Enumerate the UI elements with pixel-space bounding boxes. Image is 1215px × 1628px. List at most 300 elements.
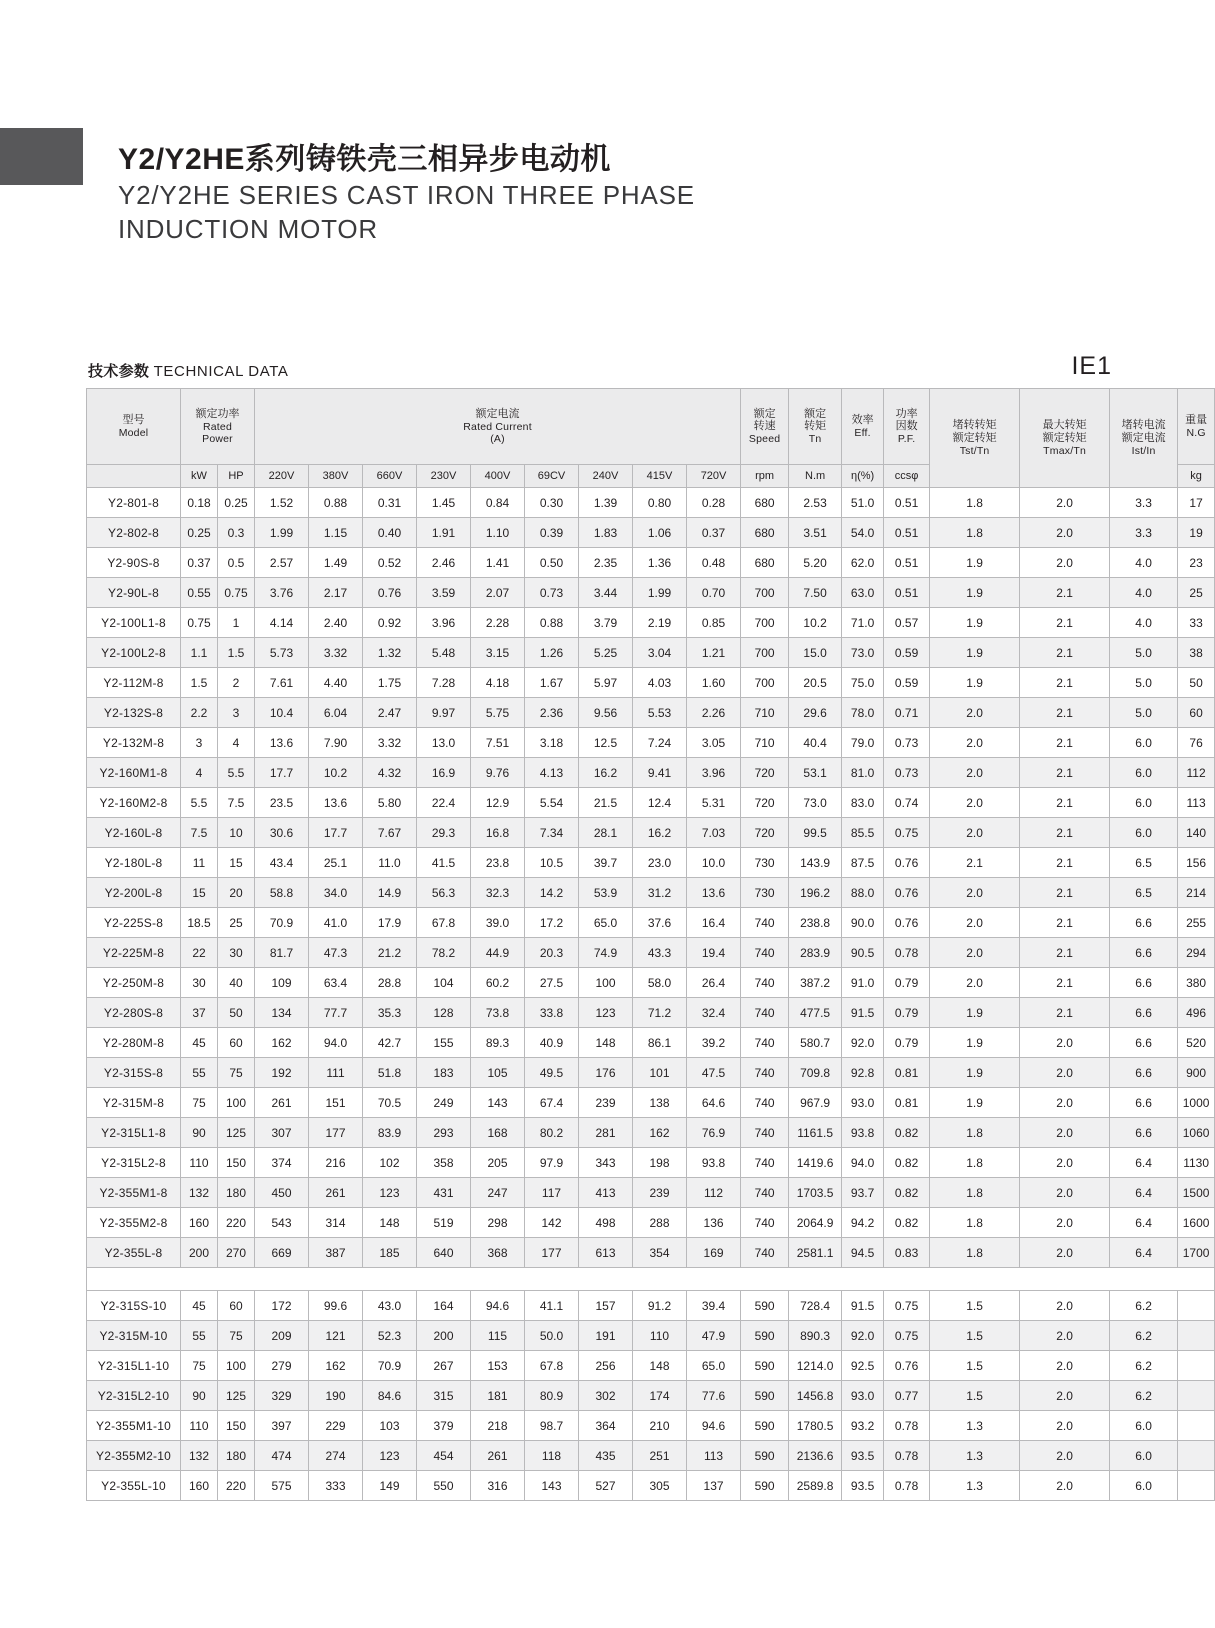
- table-cell: 680: [741, 548, 789, 578]
- table-cell: 4.13: [525, 758, 579, 788]
- table-cell: 267: [417, 1351, 471, 1381]
- cell-model: Y2-160M1-8: [87, 758, 181, 788]
- table-cell: 1.60: [687, 668, 741, 698]
- cell-model: Y2-280S-8: [87, 998, 181, 1028]
- table-cell: 9.97: [417, 698, 471, 728]
- table-cell: 67.8: [525, 1351, 579, 1381]
- table-cell: 43.0: [363, 1291, 417, 1321]
- table-cell: [1178, 1291, 1215, 1321]
- table-cell: 590: [741, 1291, 789, 1321]
- table-cell: 41.5: [417, 848, 471, 878]
- table-cell: 239: [633, 1178, 687, 1208]
- table-cell: 314: [309, 1208, 363, 1238]
- table-cell: 1.75: [363, 668, 417, 698]
- table-cell: 2.1: [1020, 908, 1110, 938]
- table-cell: 39.7: [579, 848, 633, 878]
- table-cell: 3.51: [789, 518, 842, 548]
- table-cell: 40: [218, 968, 255, 998]
- table-row: [87, 938, 1215, 968]
- table-cell: 2.0: [1020, 1321, 1110, 1351]
- table-cell: 2.0: [1020, 1441, 1110, 1471]
- table-cell: 3.04: [633, 638, 687, 668]
- table-cell: 0.55: [181, 578, 218, 608]
- cell-model: Y2-355L-10: [87, 1471, 181, 1501]
- table-cell: 70.5: [363, 1088, 417, 1118]
- table-cell: 3.32: [309, 638, 363, 668]
- table-cell: 32.3: [471, 878, 525, 908]
- table-cell: 93.5: [842, 1441, 884, 1471]
- table-cell: 0.80: [633, 488, 687, 518]
- table-cell: 0.73: [884, 728, 930, 758]
- table-cell: 2.1: [1020, 968, 1110, 998]
- table-cell: 1.9: [930, 1088, 1020, 1118]
- table-cell: 143: [525, 1471, 579, 1501]
- table-cell: 496: [1178, 998, 1215, 1028]
- table-cell: 0.82: [884, 1148, 930, 1178]
- table-cell: 92.8: [842, 1058, 884, 1088]
- cell-model: Y2-355M2-10: [87, 1441, 181, 1471]
- table-cell: 50: [218, 998, 255, 1028]
- table-cell: 590: [741, 1381, 789, 1411]
- table-row: [87, 1381, 1215, 1411]
- table-cell: 132: [181, 1441, 218, 1471]
- table-head: [87, 389, 1215, 488]
- table-cell: 2.0: [930, 878, 1020, 908]
- table-cell: 4.14: [255, 608, 309, 638]
- table-cell: 5.31: [687, 788, 741, 818]
- table-cell: 6.6: [1110, 1088, 1178, 1118]
- table-cell: 17.9: [363, 908, 417, 938]
- table-cell: 118: [525, 1441, 579, 1471]
- table-cell: 16.2: [579, 758, 633, 788]
- table-cell: 720: [741, 788, 789, 818]
- table-cell: 75: [218, 1058, 255, 1088]
- table-cell: 0.77: [884, 1381, 930, 1411]
- table-cell: 6.6: [1110, 998, 1178, 1028]
- table-cell: 50.0: [525, 1321, 579, 1351]
- table-cell: 19: [1178, 518, 1215, 548]
- table-cell: 2.1: [1020, 758, 1110, 788]
- table-cell: 176: [579, 1058, 633, 1088]
- table-cell: 6.0: [1110, 1441, 1178, 1471]
- table-cell: 0.75: [884, 1291, 930, 1321]
- table-cell: 2.0: [930, 818, 1020, 848]
- table-cell: 1.9: [930, 1028, 1020, 1058]
- table-cell: 364: [579, 1411, 633, 1441]
- table-row: [87, 698, 1215, 728]
- table-cell: 6.0: [1110, 1411, 1178, 1441]
- table-cell: 90: [181, 1118, 218, 1148]
- table-cell: 5.53: [633, 698, 687, 728]
- unit-cell: 230V: [417, 465, 471, 488]
- table-cell: 740: [741, 1058, 789, 1088]
- table-cell: 6.0: [1110, 758, 1178, 788]
- table-cell: 2.47: [363, 698, 417, 728]
- table-cell: 65.0: [579, 908, 633, 938]
- table-cell: 183: [417, 1058, 471, 1088]
- table-cell: 2.0: [1020, 1148, 1110, 1178]
- table-cell: 4.18: [471, 668, 525, 698]
- table-cell: 0.51: [884, 578, 930, 608]
- table-cell: 316: [471, 1471, 525, 1501]
- table-cell: 67.8: [417, 908, 471, 938]
- table-cell: 15: [181, 878, 218, 908]
- table-cell: 5.80: [363, 788, 417, 818]
- table-cell: 2.17: [309, 578, 363, 608]
- table-cell: 261: [309, 1178, 363, 1208]
- table-cell: 1.8: [930, 488, 1020, 518]
- table-cell: 63.0: [842, 578, 884, 608]
- table-cell: 160: [181, 1208, 218, 1238]
- table-cell: 70.9: [255, 908, 309, 938]
- table-cell: 10.4: [255, 698, 309, 728]
- table-cell: 7.24: [633, 728, 687, 758]
- table-cell: 2.0: [1020, 548, 1110, 578]
- table-cell: 6.6: [1110, 968, 1178, 998]
- table-cell: 94.2: [842, 1208, 884, 1238]
- header-row-primary: [87, 389, 1215, 435]
- table-cell: 2.1: [1020, 788, 1110, 818]
- table-cell: 3.96: [687, 758, 741, 788]
- table-cell: 358: [417, 1148, 471, 1178]
- cell-model: Y2-112M-8: [87, 668, 181, 698]
- table-cell: 53.1: [789, 758, 842, 788]
- table-cell: 0.74: [884, 788, 930, 818]
- table-cell: 111: [309, 1058, 363, 1088]
- table-cell: 2.0: [930, 968, 1020, 998]
- table-cell: 9.76: [471, 758, 525, 788]
- table-cell: 575: [255, 1471, 309, 1501]
- table-cell: 229: [309, 1411, 363, 1441]
- table-cell: 198: [633, 1148, 687, 1178]
- table-cell: 2.19: [633, 608, 687, 638]
- table-cell: 274: [309, 1441, 363, 1471]
- table-cell: 123: [363, 1178, 417, 1208]
- table-cell: 0.82: [884, 1118, 930, 1148]
- table-cell: 1.99: [255, 518, 309, 548]
- table-cell: 7.90: [309, 728, 363, 758]
- table-cell: 1.83: [579, 518, 633, 548]
- table-cell: 6.2: [1110, 1321, 1178, 1351]
- table-cell: 169: [687, 1238, 741, 1268]
- cell-model: Y2-315M-8: [87, 1088, 181, 1118]
- table-cell: 30: [218, 938, 255, 968]
- table-cell: 99.6: [309, 1291, 363, 1321]
- table-cell: 0.25: [181, 518, 218, 548]
- table-cell: 9.41: [633, 758, 687, 788]
- page-title-chinese: Y2/Y2HE系列铸铁壳三相异步电动机: [118, 143, 611, 176]
- table-row: [87, 488, 1215, 518]
- cell-model: Y2-315L2-10: [87, 1381, 181, 1411]
- col-rated-power: 额定功率 Rated Power: [181, 389, 255, 465]
- table-cell: 740: [741, 1088, 789, 1118]
- table-cell: 2.0: [930, 938, 1020, 968]
- cell-model: Y2-132M-8: [87, 728, 181, 758]
- table-cell: 2.1: [930, 848, 1020, 878]
- table-cell: 103: [363, 1411, 417, 1441]
- table-cell: 32.4: [687, 998, 741, 1028]
- table-cell: 239: [579, 1088, 633, 1118]
- table-cell: 33.8: [525, 998, 579, 1028]
- table-cell: 2.1: [1020, 848, 1110, 878]
- table-cell: 5.73: [255, 638, 309, 668]
- unit-cell: rpm: [741, 465, 789, 488]
- table-cell: 5.0: [1110, 638, 1178, 668]
- table-cell: 0.76: [884, 1351, 930, 1381]
- table-cell: 967.9: [789, 1088, 842, 1118]
- table-cell: 4.0: [1110, 578, 1178, 608]
- table-cell: 192: [255, 1058, 309, 1088]
- table-cell: 89.3: [471, 1028, 525, 1058]
- unit-cell: 400V: [471, 465, 525, 488]
- table-cell: 2.07: [471, 578, 525, 608]
- table-cell: 1.99: [633, 578, 687, 608]
- table-cell: 64.6: [687, 1088, 741, 1118]
- table-cell: 5.0: [1110, 698, 1178, 728]
- table-cell: 39.2: [687, 1028, 741, 1058]
- table-cell: 44.9: [471, 938, 525, 968]
- table-cell: 7.5: [218, 788, 255, 818]
- table-cell: 94.6: [687, 1411, 741, 1441]
- table-cell: 1060: [1178, 1118, 1215, 1148]
- table-cell: 113: [687, 1441, 741, 1471]
- table-cell: 520: [1178, 1028, 1215, 1058]
- table-cell: 368: [471, 1238, 525, 1268]
- cell-model: Y2-90L-8: [87, 578, 181, 608]
- table-cell: 115: [471, 1321, 525, 1351]
- table-cell: 700: [741, 668, 789, 698]
- table-cell: 0.82: [884, 1208, 930, 1238]
- cell-model: Y2-315L1-10: [87, 1351, 181, 1381]
- table-cell: 138: [633, 1088, 687, 1118]
- table-cell: 700: [741, 638, 789, 668]
- table-cell: 34.0: [309, 878, 363, 908]
- table-cell: 0.73: [525, 578, 579, 608]
- table-cell: 51.0: [842, 488, 884, 518]
- table-cell: 2064.9: [789, 1208, 842, 1238]
- col-speed: 额定 转速 Speed: [741, 389, 789, 465]
- table-cell: 49.5: [525, 1058, 579, 1088]
- table-cell: 255: [1178, 908, 1215, 938]
- table-cell: 1.5: [930, 1321, 1020, 1351]
- table-cell: 137: [687, 1471, 741, 1501]
- table-cell: 0.83: [884, 1238, 930, 1268]
- table-cell: 3: [181, 728, 218, 758]
- table-cell: 155: [417, 1028, 471, 1058]
- unit-cell: 220V: [255, 465, 309, 488]
- table-cell: 196.2: [789, 878, 842, 908]
- page-title-english: Y2/Y2HE SERIES CAST IRON THREE PHASE INDUCTION MOTOR: [118, 180, 695, 244]
- table-cell: 261: [255, 1088, 309, 1118]
- table-cell: 2.0: [1020, 1028, 1110, 1058]
- table-cell: 740: [741, 908, 789, 938]
- cell-model: Y2-315L1-8: [87, 1118, 181, 1148]
- cell-model: Y2-355M2-8: [87, 1208, 181, 1238]
- table-cell: [1178, 1441, 1215, 1471]
- table-cell: 88.0: [842, 878, 884, 908]
- table-cell: 261: [471, 1441, 525, 1471]
- table-cell: 67.4: [525, 1088, 579, 1118]
- table-cell: 1.9: [930, 578, 1020, 608]
- spacer-cell: [87, 1268, 1215, 1291]
- table-cell: 162: [309, 1351, 363, 1381]
- table-row: [87, 1178, 1215, 1208]
- table-cell: 590: [741, 1351, 789, 1381]
- table-cell: 0.78: [884, 938, 930, 968]
- cell-model: Y2-90S-8: [87, 548, 181, 578]
- table-cell: 14.9: [363, 878, 417, 908]
- col-tmax-tn: 最大转矩 额定转矩 Tmax/Tn: [1020, 389, 1110, 488]
- table-cell: 2.1: [1020, 728, 1110, 758]
- table-cell: 150: [218, 1148, 255, 1178]
- cell-model: Y2-100L1-8: [87, 608, 181, 638]
- table-cell: 1456.8: [789, 1381, 842, 1411]
- table-cell: 47.3: [309, 938, 363, 968]
- table-cell: 740: [741, 968, 789, 998]
- table-cell: 12.5: [579, 728, 633, 758]
- table-cell: 78.0: [842, 698, 884, 728]
- table-cell: 91.5: [842, 1291, 884, 1321]
- table-cell: 1.9: [930, 998, 1020, 1028]
- table-cell: 21.2: [363, 938, 417, 968]
- table-cell: 0.50: [525, 548, 579, 578]
- table-cell: 21.5: [579, 788, 633, 818]
- table-cell: 669: [255, 1238, 309, 1268]
- table-cell: 1419.6: [789, 1148, 842, 1178]
- table-cell: 2.0: [1020, 1178, 1110, 1208]
- table-cell: 3.59: [417, 578, 471, 608]
- table-cell: 37.6: [633, 908, 687, 938]
- table-cell: 2.0: [1020, 1351, 1110, 1381]
- table-cell: 435: [579, 1441, 633, 1471]
- table-cell: 0.88: [525, 608, 579, 638]
- table-cell: 16.4: [687, 908, 741, 938]
- table-cell: 1.26: [525, 638, 579, 668]
- table-cell: 6.5: [1110, 878, 1178, 908]
- table-row: [87, 998, 1215, 1028]
- table-row: [87, 788, 1215, 818]
- col-efficiency: 效率 Eff.: [842, 389, 884, 465]
- table-cell: 5.20: [789, 548, 842, 578]
- section-label-english: TECHNICAL DATA: [153, 363, 289, 380]
- table-cell: 477.5: [789, 998, 842, 1028]
- table-cell: 102: [363, 1148, 417, 1178]
- table-cell: 450: [255, 1178, 309, 1208]
- table-cell: 128: [417, 998, 471, 1028]
- table-cell: 177: [525, 1238, 579, 1268]
- table-cell: 112: [1178, 758, 1215, 788]
- table-cell: 75: [181, 1088, 218, 1118]
- table-cell: 0.30: [525, 488, 579, 518]
- cell-model: Y2-315S-8: [87, 1058, 181, 1088]
- table-cell: 134: [255, 998, 309, 1028]
- table-cell: 17.2: [525, 908, 579, 938]
- table-cell: 0.57: [884, 608, 930, 638]
- table-cell: 3.79: [579, 608, 633, 638]
- cell-model: Y2-355M1-8: [87, 1178, 181, 1208]
- table-cell: 3.15: [471, 638, 525, 668]
- table-cell: 27.5: [525, 968, 579, 998]
- table-cell: 92.0: [842, 1321, 884, 1351]
- table-cell: 25: [218, 908, 255, 938]
- efficiency-class-badge: IE1: [1071, 352, 1112, 380]
- table-cell: 279: [255, 1351, 309, 1381]
- table-cell: 22: [181, 938, 218, 968]
- table-cell: 6.4: [1110, 1238, 1178, 1268]
- table-cell: 86.1: [633, 1028, 687, 1058]
- table-cell: 42.7: [363, 1028, 417, 1058]
- table-cell: 6.4: [1110, 1178, 1178, 1208]
- table-cell: 81.7: [255, 938, 309, 968]
- table-cell: 1.9: [930, 668, 1020, 698]
- table-cell: 249: [417, 1088, 471, 1118]
- table-cell: 110: [181, 1148, 218, 1178]
- table-cell: 20.3: [525, 938, 579, 968]
- table-cell: 2.57: [255, 548, 309, 578]
- table-cell: 105: [471, 1058, 525, 1088]
- unit-cell: 660V: [363, 465, 417, 488]
- table-cell: 2.0: [1020, 1118, 1110, 1148]
- table-cell: 590: [741, 1321, 789, 1351]
- cell-model: Y2-225M-8: [87, 938, 181, 968]
- cell-model: Y2-160M2-8: [87, 788, 181, 818]
- table-cell: 91.0: [842, 968, 884, 998]
- table-cell: 4.03: [633, 668, 687, 698]
- table-cell: 78.2: [417, 938, 471, 968]
- table-cell: 0.78: [884, 1471, 930, 1501]
- table-cell: 0.75: [218, 578, 255, 608]
- table-cell: 2.35: [579, 548, 633, 578]
- table-cell: 218: [471, 1411, 525, 1441]
- table-cell: 3.76: [255, 578, 309, 608]
- table-cell: 16.2: [633, 818, 687, 848]
- table-cell: 1.3: [930, 1441, 1020, 1471]
- cell-model: Y2-315M-10: [87, 1321, 181, 1351]
- table-cell: 294: [1178, 938, 1215, 968]
- table-cell: 0.84: [471, 488, 525, 518]
- table-cell: 1.3: [930, 1411, 1020, 1441]
- table-cell: 288: [633, 1208, 687, 1238]
- table-cell: 109: [255, 968, 309, 998]
- table-cell: 740: [741, 998, 789, 1028]
- table-cell: 0.73: [884, 758, 930, 788]
- cell-model: Y2-180L-8: [87, 848, 181, 878]
- table-cell: 329: [255, 1381, 309, 1411]
- table-cell: 1.39: [579, 488, 633, 518]
- table-cell: 0.51: [884, 518, 930, 548]
- table-cell: 110: [633, 1321, 687, 1351]
- table-cell: 0.25: [218, 488, 255, 518]
- table-cell: 2.0: [1020, 1088, 1110, 1118]
- table-cell: 720: [741, 818, 789, 848]
- table-row: [87, 1088, 1215, 1118]
- table-cell: 298: [471, 1208, 525, 1238]
- table-cell: 0.51: [884, 488, 930, 518]
- table-cell: 2.1: [1020, 638, 1110, 668]
- table-cell: 1.5: [930, 1351, 1020, 1381]
- table-row: [87, 1148, 1215, 1178]
- table-cell: 50: [1178, 668, 1215, 698]
- col-torque: 额定 转矩 Tn: [789, 389, 842, 465]
- table-cell: 1000: [1178, 1088, 1215, 1118]
- table-cell: 305: [633, 1471, 687, 1501]
- table-cell: 12.4: [633, 788, 687, 818]
- table-cell: 25: [1178, 578, 1215, 608]
- table-cell: 164: [417, 1291, 471, 1321]
- table-cell: 0.39: [525, 518, 579, 548]
- table-cell: 2.0: [1020, 1058, 1110, 1088]
- table-cell: 63.4: [309, 968, 363, 998]
